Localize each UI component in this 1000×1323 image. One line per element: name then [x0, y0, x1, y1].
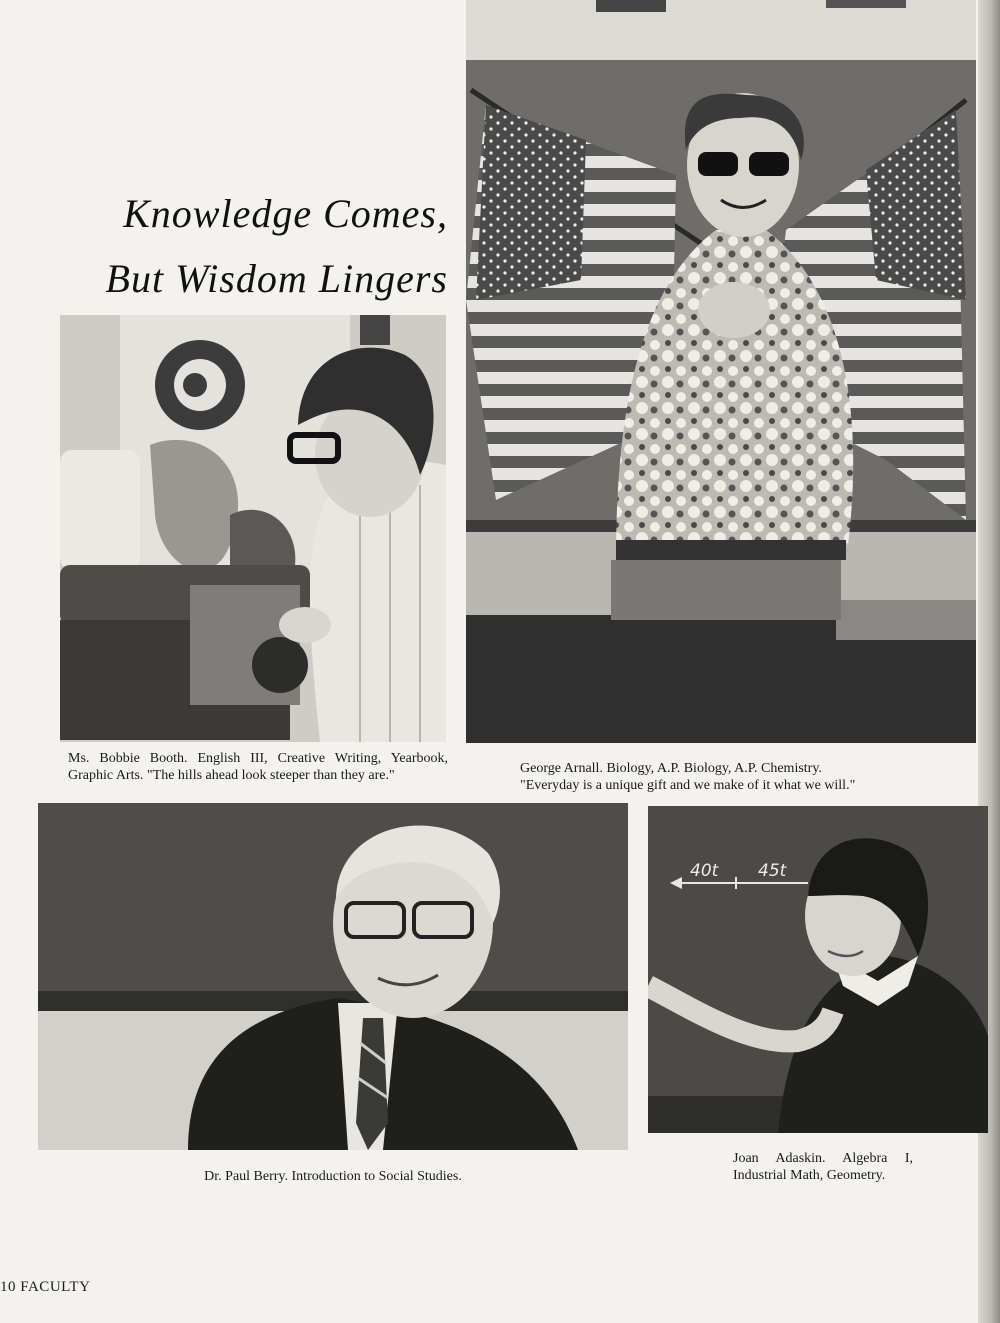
chalk-label-45t: 45t: [758, 861, 787, 881]
caption-paul-berry: Dr. Paul Berry. Introduction to Social Studies.: [204, 1169, 462, 1184]
caption-george-arnall-line-2: "Everyday is a unique gift and we make of it what we will.": [520, 778, 856, 793]
photo-paul-berry: [38, 803, 628, 1150]
caption-george-arnall: [520, 760, 960, 794]
page-heading-line-1: Knowledge Comes,: [123, 191, 448, 236]
page-folio: 10 FACULTY: [0, 1279, 91, 1295]
photo-joan-adaskin: [648, 806, 988, 1133]
caption-joan-adaskin: Joan Adaskin. Algebra I, Industrial Math, Geometry.: [733, 1151, 913, 1183]
photo-george-arnall: [466, 0, 976, 743]
chalk-label-40t: 40t: [690, 861, 719, 881]
caption-george-arnall-line-1: George Arnall. Biology, A.P. Biology, A.P. Chemistry.: [520, 761, 822, 776]
page-heading-line-2: But Wisdom Lingers: [105, 256, 448, 301]
photo-bobbie-booth: [60, 315, 446, 742]
caption-bobbie-booth: Ms. Bobbie Booth. English III, Creative Writing, Yearbook, Graphic Arts. "The hills ahead look steeper than they are.": [68, 751, 448, 783]
